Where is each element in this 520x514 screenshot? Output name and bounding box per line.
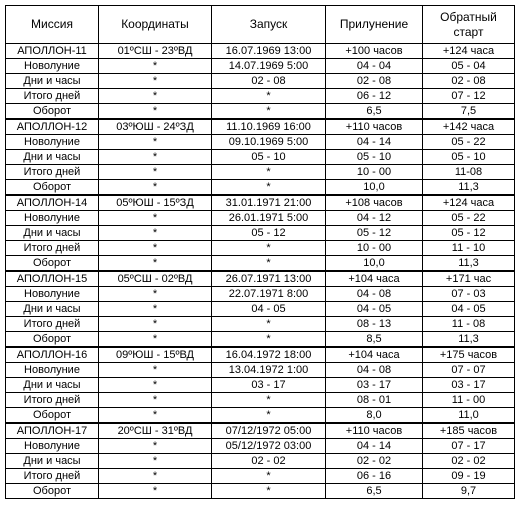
- mission-cell: АПОЛЛОН-16: [6, 347, 99, 363]
- landing-cell: 10,0: [326, 256, 423, 272]
- return-launch-cell: 04 - 05: [423, 302, 515, 317]
- mission-cell: Итого дней: [6, 241, 99, 256]
- coordinates-cell: *: [99, 165, 212, 180]
- mission-cell: Оборот: [6, 484, 99, 499]
- launch-cell: *: [212, 332, 326, 348]
- landing-cell: 02 - 08: [326, 74, 423, 89]
- coordinates-cell: 03ºЮШ - 24ºЗД: [99, 119, 212, 135]
- landing-cell: 6,5: [326, 104, 423, 120]
- mission-cell: Новолуние: [6, 287, 99, 302]
- landing-cell: 02 - 02: [326, 454, 423, 469]
- return-launch-cell: 11,3: [423, 256, 515, 272]
- mission-cell: Новолуние: [6, 363, 99, 378]
- table-row: [6, 256, 515, 272]
- landing-cell: 8,0: [326, 408, 423, 424]
- launch-cell: *: [212, 89, 326, 104]
- header-return-launch: Обратный старт: [423, 6, 515, 44]
- launch-cell: 13.04.1972 1:00: [212, 363, 326, 378]
- coordinates-cell: *: [99, 469, 212, 484]
- header-mission: Миссия: [6, 6, 99, 44]
- coordinates-cell: *: [99, 104, 212, 120]
- mission-cell: Оборот: [6, 180, 99, 196]
- coordinates-cell: *: [99, 302, 212, 317]
- mission-cell: АПОЛЛОН-12: [6, 119, 99, 135]
- landing-cell: 08 - 01: [326, 393, 423, 408]
- launch-cell: *: [212, 180, 326, 196]
- return-launch-cell: 07 - 17: [423, 439, 515, 454]
- coordinates-cell: *: [99, 211, 212, 226]
- landing-cell: 04 - 14: [326, 439, 423, 454]
- launch-cell: 16.07.1969 13:00: [212, 44, 326, 59]
- return-launch-cell: 05 - 22: [423, 211, 515, 226]
- return-launch-cell: 11 - 08: [423, 317, 515, 332]
- mission-cell: Оборот: [6, 104, 99, 120]
- table-row: [6, 150, 515, 165]
- return-launch-cell: 9,7: [423, 484, 515, 499]
- mission-cell: Итого дней: [6, 469, 99, 484]
- return-launch-cell: 11-08: [423, 165, 515, 180]
- return-launch-cell: 11 - 10: [423, 241, 515, 256]
- landing-cell: +104 часа: [326, 347, 423, 363]
- table-container: [5, 5, 515, 499]
- mission-cell: АПОЛЛОН-17: [6, 423, 99, 439]
- header-row: [6, 6, 515, 44]
- table-row: [6, 287, 515, 302]
- coordinates-cell: *: [99, 150, 212, 165]
- return-launch-cell: 11,3: [423, 332, 515, 348]
- return-launch-cell: 07 - 07: [423, 363, 515, 378]
- return-launch-cell: 05 - 12: [423, 226, 515, 241]
- table-row: [6, 104, 515, 120]
- table-row: [6, 408, 515, 424]
- launch-cell: 03 - 17: [212, 378, 326, 393]
- launch-cell: *: [212, 104, 326, 120]
- landing-cell: +100 часов: [326, 44, 423, 59]
- table-row: [6, 165, 515, 180]
- launch-cell: 07/12/1972 05:00: [212, 423, 326, 439]
- landing-cell: 05 - 10: [326, 150, 423, 165]
- coordinates-cell: *: [99, 89, 212, 104]
- mission-cell: Дни и часы: [6, 378, 99, 393]
- launch-cell: *: [212, 469, 326, 484]
- coordinates-cell: 05ºСШ - 02ºВД: [99, 271, 212, 287]
- landing-cell: +108 часов: [326, 195, 423, 211]
- launch-cell: 16.04.1972 18:00: [212, 347, 326, 363]
- coordinates-cell: *: [99, 59, 212, 74]
- mission-cell: Оборот: [6, 332, 99, 348]
- table-row: [6, 195, 515, 211]
- coordinates-cell: *: [99, 226, 212, 241]
- mission-cell: АПОЛЛОН-11: [6, 44, 99, 59]
- launch-cell: 22.07.1971 8:00: [212, 287, 326, 302]
- coordinates-cell: *: [99, 378, 212, 393]
- launch-cell: *: [212, 393, 326, 408]
- coordinates-cell: *: [99, 454, 212, 469]
- landing-cell: 6,5: [326, 484, 423, 499]
- landing-cell: 10 - 00: [326, 241, 423, 256]
- table-row: [6, 59, 515, 74]
- launch-cell: 02 - 08: [212, 74, 326, 89]
- landing-cell: 04 - 08: [326, 363, 423, 378]
- launch-cell: 05/12/1972 03:00: [212, 439, 326, 454]
- return-launch-cell: 7,5: [423, 104, 515, 120]
- header-coordinates: Координаты: [99, 6, 212, 44]
- return-launch-cell: 07 - 03: [423, 287, 515, 302]
- launch-cell: 11.10.1969 16:00: [212, 119, 326, 135]
- apollo-missions-table: [5, 5, 515, 499]
- table-row: [6, 44, 515, 59]
- mission-cell: Дни и часы: [6, 150, 99, 165]
- coordinates-cell: *: [99, 408, 212, 424]
- return-launch-cell: 11,3: [423, 180, 515, 196]
- table-row: [6, 363, 515, 378]
- return-launch-cell: +124 часа: [423, 195, 515, 211]
- table-row: [6, 439, 515, 454]
- landing-cell: 05 - 12: [326, 226, 423, 241]
- table-row: [6, 317, 515, 332]
- mission-cell: Дни и часы: [6, 226, 99, 241]
- table-row: [6, 226, 515, 241]
- return-launch-cell: 02 - 08: [423, 74, 515, 89]
- return-launch-cell: 09 - 19: [423, 469, 515, 484]
- mission-cell: Новолуние: [6, 135, 99, 150]
- table-row: [6, 180, 515, 196]
- table-body: [6, 44, 515, 499]
- launch-cell: 02 - 02: [212, 454, 326, 469]
- landing-cell: +110 часов: [326, 119, 423, 135]
- coordinates-cell: *: [99, 484, 212, 499]
- landing-cell: 04 - 12: [326, 211, 423, 226]
- launch-cell: 31.01.1971 21:00: [212, 195, 326, 211]
- launch-cell: 05 - 12: [212, 226, 326, 241]
- coordinates-cell: 09ºЮШ - 15ºВД: [99, 347, 212, 363]
- return-launch-cell: +171 час: [423, 271, 515, 287]
- landing-cell: +110 часов: [326, 423, 423, 439]
- coordinates-cell: 05ºЮШ - 15ºЗД: [99, 195, 212, 211]
- table-row: [6, 119, 515, 135]
- launch-cell: *: [212, 241, 326, 256]
- landing-cell: 04 - 08: [326, 287, 423, 302]
- landing-cell: 04 - 04: [326, 59, 423, 74]
- coordinates-cell: *: [99, 363, 212, 378]
- coordinates-cell: *: [99, 180, 212, 196]
- return-launch-cell: +185 часов: [423, 423, 515, 439]
- table-row: [6, 469, 515, 484]
- mission-cell: Дни и часы: [6, 74, 99, 89]
- return-launch-cell: 11,0: [423, 408, 515, 424]
- launch-cell: *: [212, 408, 326, 424]
- landing-cell: 04 - 14: [326, 135, 423, 150]
- table-row: [6, 423, 515, 439]
- launch-cell: *: [212, 484, 326, 499]
- mission-cell: Итого дней: [6, 393, 99, 408]
- table-row: [6, 378, 515, 393]
- mission-cell: АПОЛЛОН-14: [6, 195, 99, 211]
- mission-cell: Новолуние: [6, 59, 99, 74]
- table-row: [6, 347, 515, 363]
- launch-cell: 04 - 05: [212, 302, 326, 317]
- table-row: [6, 89, 515, 104]
- coordinates-cell: *: [99, 332, 212, 348]
- mission-cell: АПОЛЛОН-15: [6, 271, 99, 287]
- coordinates-cell: *: [99, 287, 212, 302]
- return-launch-cell: 11 - 00: [423, 393, 515, 408]
- coordinates-cell: *: [99, 135, 212, 150]
- landing-cell: 04 - 05: [326, 302, 423, 317]
- mission-cell: Дни и часы: [6, 302, 99, 317]
- landing-cell: 06 - 16: [326, 469, 423, 484]
- return-launch-cell: 03 - 17: [423, 378, 515, 393]
- launch-cell: 14.07.1969 5:00: [212, 59, 326, 74]
- return-launch-cell: +175 часов: [423, 347, 515, 363]
- return-launch-cell: 05 - 22: [423, 135, 515, 150]
- coordinates-cell: *: [99, 74, 212, 89]
- return-launch-cell: 07 - 12: [423, 89, 515, 104]
- mission-cell: Дни и часы: [6, 454, 99, 469]
- launch-cell: 26.07.1971 13:00: [212, 271, 326, 287]
- table-row: [6, 135, 515, 150]
- landing-cell: 10,0: [326, 180, 423, 196]
- mission-cell: Новолуние: [6, 439, 99, 454]
- table-row: [6, 74, 515, 89]
- return-launch-cell: 05 - 10: [423, 150, 515, 165]
- coordinates-cell: 01ºСШ - 23ºВД: [99, 44, 212, 59]
- coordinates-cell: *: [99, 256, 212, 272]
- return-launch-cell: 05 - 04: [423, 59, 515, 74]
- launch-cell: *: [212, 256, 326, 272]
- return-launch-cell: +124 часа: [423, 44, 515, 59]
- table-row: [6, 302, 515, 317]
- header-landing: Прилунение: [326, 6, 423, 44]
- landing-cell: +104 часа: [326, 271, 423, 287]
- table-row: [6, 393, 515, 408]
- launch-cell: 26.01.1971 5:00: [212, 211, 326, 226]
- coordinates-cell: *: [99, 317, 212, 332]
- table-row: [6, 241, 515, 256]
- return-launch-cell: +142 часа: [423, 119, 515, 135]
- mission-cell: Оборот: [6, 256, 99, 272]
- mission-cell: Итого дней: [6, 89, 99, 104]
- coordinates-cell: 20ºСШ - 31ºВД: [99, 423, 212, 439]
- header-launch: Запуск: [212, 6, 326, 44]
- launch-cell: 05 - 10: [212, 150, 326, 165]
- table-row: [6, 484, 515, 499]
- table-row: [6, 211, 515, 226]
- launch-cell: *: [212, 165, 326, 180]
- coordinates-cell: *: [99, 439, 212, 454]
- table-row: [6, 332, 515, 348]
- return-launch-cell: 02 - 02: [423, 454, 515, 469]
- landing-cell: 8,5: [326, 332, 423, 348]
- table-row: [6, 454, 515, 469]
- mission-cell: Итого дней: [6, 165, 99, 180]
- mission-cell: Итого дней: [6, 317, 99, 332]
- landing-cell: 08 - 13: [326, 317, 423, 332]
- coordinates-cell: *: [99, 241, 212, 256]
- landing-cell: 10 - 00: [326, 165, 423, 180]
- mission-cell: Новолуние: [6, 211, 99, 226]
- table-row: [6, 271, 515, 287]
- coordinates-cell: *: [99, 393, 212, 408]
- launch-cell: *: [212, 317, 326, 332]
- landing-cell: 06 - 12: [326, 89, 423, 104]
- launch-cell: 09.10.1969 5:00: [212, 135, 326, 150]
- landing-cell: 03 - 17: [326, 378, 423, 393]
- mission-cell: Оборот: [6, 408, 99, 424]
